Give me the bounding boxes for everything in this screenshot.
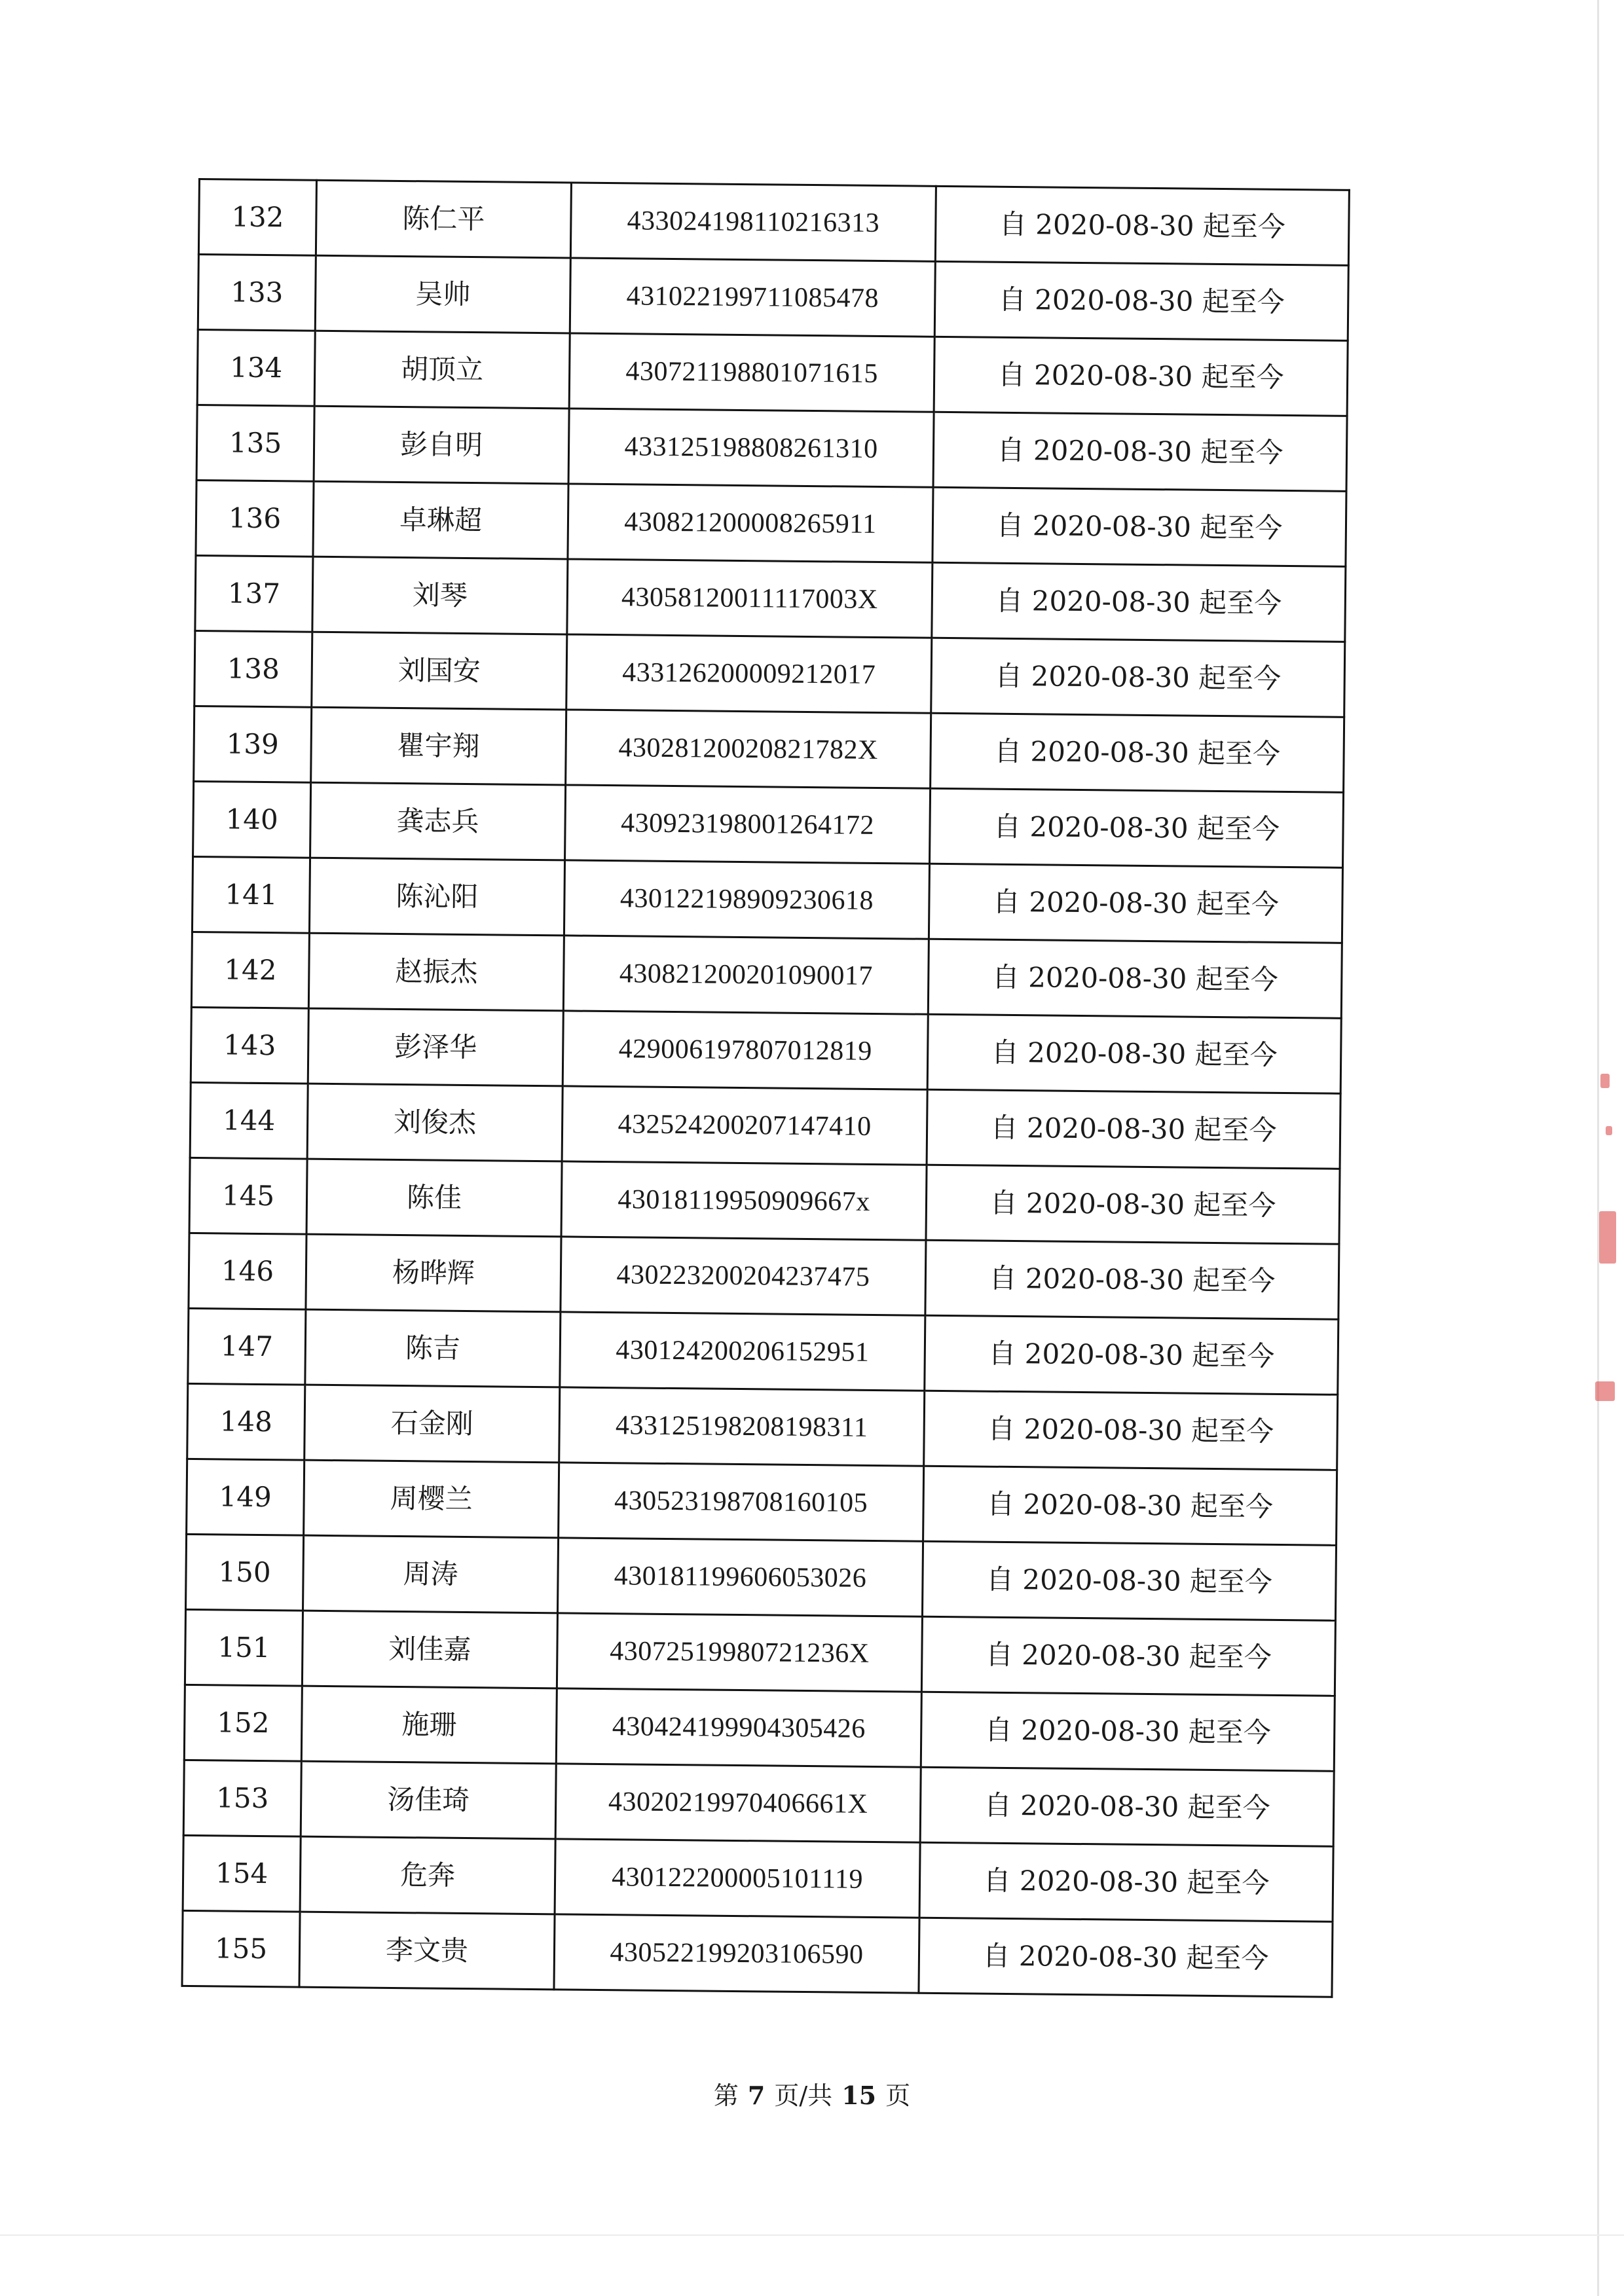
roster-table-wrapper [181,178,1340,1998]
id-number: 433125198808261310 [568,409,934,487]
row-number: 148 [187,1383,305,1460]
service-period: 自 2020-08-30 起至今 [922,1541,1336,1620]
row-number: 138 [194,630,312,707]
id-number: 429006197807012819 [563,1011,928,1089]
person-name: 瞿宇翔 [311,707,566,785]
table-row [191,932,1342,1018]
service-period: 自 2020-08-30 起至今 [927,1014,1341,1093]
table-row [189,1157,1340,1244]
seal-fragment [1600,1074,1610,1088]
service-period: 自 2020-08-30 起至今 [925,1240,1339,1319]
person-name: 陈沁阳 [309,858,564,936]
service-period: 自 2020-08-30 起至今 [935,186,1349,265]
person-name: 卓琳超 [313,481,568,559]
table-row [191,1007,1341,1093]
id-number: 43020219970406661X [555,1764,921,1842]
row-number: 135 [196,405,314,481]
seal-fragment [1595,1381,1615,1401]
seal-fragment [1606,1126,1612,1135]
table-row [183,1835,1333,1922]
table-row [194,630,1345,717]
person-name: 胡顶立 [314,331,570,409]
row-number: 144 [190,1082,308,1159]
service-period: 自 2020-08-30 起至今 [929,788,1343,867]
footer-suffix: 页 [885,2081,911,2110]
seal-fragment [1599,1211,1616,1264]
id-number: 433126200009212017 [566,634,932,713]
table-row [198,255,1348,341]
id-number: 43028120020821782X [566,710,931,788]
person-name: 李文贵 [299,1912,555,1990]
service-period: 自 2020-08-30 起至今 [929,864,1342,943]
person-name: 陈仁平 [316,180,571,258]
service-period: 自 2020-08-30 起至今 [926,1165,1340,1244]
service-period: 自 2020-08-30 起至今 [933,412,1347,491]
row-number: 143 [191,1007,308,1084]
roster-table-body [182,179,1349,1997]
id-number: 430124200206152951 [560,1312,925,1391]
footer-prefix: 第 [713,2081,739,2110]
service-period: 自 2020-08-30 起至今 [921,1616,1335,1696]
row-number: 132 [198,179,316,256]
person-name: 周涛 [303,1535,559,1613]
row-number: 133 [198,255,316,331]
person-name: 吴帅 [315,255,570,333]
scan-edge-right [1597,0,1599,2296]
person-name: 石金刚 [304,1385,560,1463]
row-number: 142 [191,932,309,1008]
service-period: 自 2020-08-30 起至今 [928,939,1342,1018]
table-row [198,179,1349,266]
id-number: 43072519980721236X [557,1613,922,1692]
row-number: 154 [183,1835,301,1912]
id-number: 430122200005101119 [555,1839,920,1918]
footer-current-page: 7 [747,2081,766,2110]
person-name: 施珊 [301,1686,557,1764]
id-number: 430122198909230618 [564,860,929,939]
service-period: 自 2020-08-30 起至今 [924,1391,1338,1470]
row-number: 139 [194,706,312,782]
person-name: 危奔 [300,1836,555,1914]
row-number: 145 [189,1157,307,1234]
id-number: 430522199203106590 [554,1914,919,1993]
table-row [192,856,1342,943]
person-name: 彭泽华 [308,1008,563,1086]
person-name: 彭自明 [314,406,569,484]
table-row [184,1685,1335,1771]
service-period: 自 2020-08-30 起至今 [932,487,1346,566]
table-row [197,330,1348,416]
service-period: 自 2020-08-30 起至今 [934,261,1348,340]
person-name: 陈佳 [306,1159,562,1237]
id-number: 430721198801071615 [569,333,934,412]
person-name: 刘国安 [312,632,567,710]
table-row [196,405,1347,491]
table-row [182,1910,1333,1997]
row-number: 149 [187,1459,304,1535]
service-period: 自 2020-08-30 起至今 [921,1692,1335,1771]
table-row [185,1609,1335,1696]
row-number: 153 [183,1760,301,1836]
person-name: 龚志兵 [310,782,566,860]
roster-table [181,178,1350,1998]
service-period: 自 2020-08-30 起至今 [931,638,1345,717]
table-row [187,1459,1337,1545]
footer-middle: 页/共 [774,2081,833,2110]
row-number: 141 [192,856,310,933]
row-number: 136 [196,480,314,556]
id-number: 43058120011117003X [567,559,932,638]
id-number: 431022199711085478 [570,258,935,337]
row-number: 147 [188,1308,306,1385]
id-number: 430424199904305426 [556,1688,921,1767]
id-number: 430821200008265911 [568,484,933,562]
service-period: 自 2020-08-30 起至今 [932,562,1346,642]
person-name: 刘佳嘉 [302,1611,557,1688]
table-row [183,1760,1334,1846]
row-number: 134 [197,330,315,407]
id-number: 430181199606053026 [557,1538,923,1616]
row-number: 155 [182,1910,300,1987]
service-period: 自 2020-08-30 起至今 [920,1767,1334,1846]
row-number: 140 [193,781,311,858]
row-number: 146 [189,1233,306,1309]
row-number: 150 [186,1534,304,1611]
person-name: 陈吉 [305,1309,561,1387]
id-number: 43018119950909667x [561,1161,927,1240]
id-number: 432524200207147410 [562,1086,927,1165]
id-number: 433024198110216313 [570,183,936,261]
table-row [193,781,1344,867]
person-name: 杨晔辉 [306,1234,561,1312]
table-row [186,1534,1337,1620]
service-period: 自 2020-08-30 起至今 [919,1842,1333,1922]
table-row [189,1233,1339,1319]
table-row [190,1082,1340,1169]
table-row [187,1383,1338,1470]
id-number: 430523198708160105 [559,1463,924,1541]
row-number: 152 [184,1685,302,1761]
id-number: 430821200201090017 [563,936,929,1014]
service-period: 自 2020-08-30 起至今 [919,1918,1333,1997]
footer-total-pages: 15 [841,2081,877,2110]
service-period: 自 2020-08-30 起至今 [927,1089,1340,1169]
person-name: 汤佳琦 [301,1761,556,1839]
service-period: 自 2020-08-30 起至今 [934,337,1348,416]
page-footer [0,2075,1624,2111]
table-row [194,706,1344,792]
row-number: 151 [185,1609,303,1686]
row-number: 137 [195,555,313,632]
service-period: 自 2020-08-30 起至今 [931,713,1344,792]
table-row [195,555,1346,642]
table-row [188,1308,1338,1394]
table-row [196,480,1346,566]
scan-edge-bottom [0,2234,1624,2236]
person-name: 刘俊杰 [307,1084,563,1161]
person-name: 赵振杰 [308,933,564,1011]
person-name: 周樱兰 [304,1460,559,1538]
id-number: 430923198001264172 [565,785,931,864]
service-period: 自 2020-08-30 起至今 [923,1466,1337,1545]
person-name: 刘琴 [312,556,568,634]
id-number: 430223200204237475 [561,1237,926,1315]
id-number: 433125198208198311 [559,1387,925,1466]
service-period: 自 2020-08-30 起至今 [925,1315,1338,1394]
